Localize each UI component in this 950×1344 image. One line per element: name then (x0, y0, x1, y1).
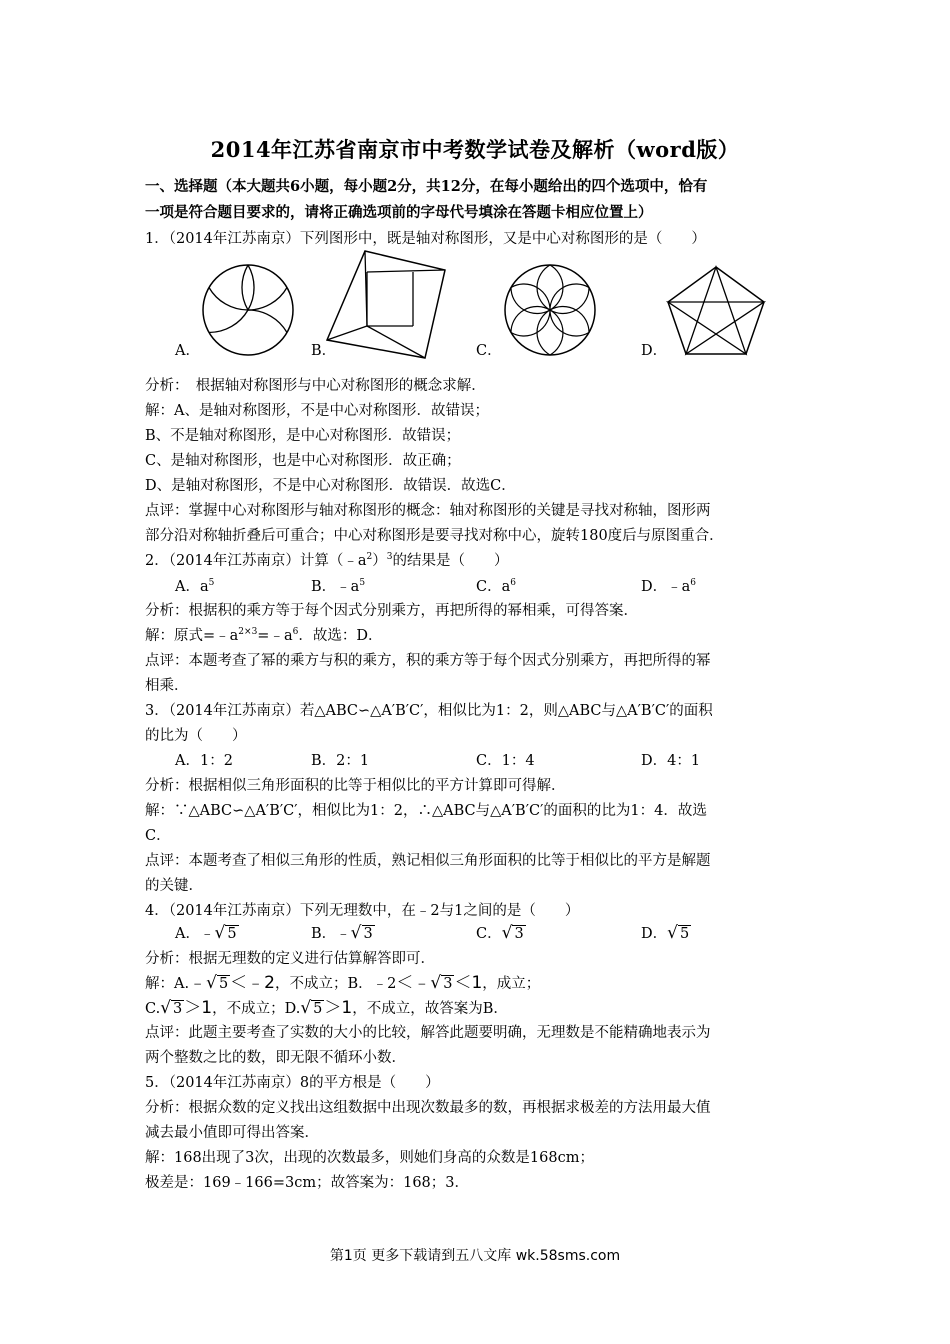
q4-option-a: A．﹣√ 5 (175, 923, 237, 943)
q4-option-b: B．﹣√ 3 (311, 923, 373, 943)
figure-c-six-petal-circle (502, 262, 598, 358)
q3-comment-line1: 点评：本题考查了相似三角形的性质，熟记相似三角形面积的比等于相似比的平方是解题 (145, 853, 711, 869)
q2-option-c: C．$a^6$ (476, 578, 516, 595)
figure-b-tilted-square (325, 248, 447, 360)
q4-solution-line1: 解：A.﹣√ 5 ＜﹣2，不成立；B．﹣2＜﹣√ 3 ＜1，成立； (145, 973, 541, 993)
page-footer: 第1页 更多下载请到五八文库 wk.58sms.com (329, 1248, 621, 1264)
q3-solution-line2: C． (145, 828, 171, 844)
q5-stem: 5．（2014年江苏南京）8的平方根是（ ） (145, 1075, 440, 1091)
q5-solution-line2: 极差是：169﹣166=3cm；故答案为：168；3． (145, 1175, 469, 1191)
q1-option-c: C． (476, 343, 502, 359)
q2-solution: 解：原式$=﹣a^{2\times 3}=﹣a^6$．故选：D． (145, 627, 383, 644)
q2-option-b: B．$﹣a^5$ (311, 578, 366, 595)
q2-comment-line2: 相乘． (145, 678, 189, 694)
q2-stem: 2．（2014年江苏南京）计算$(﹣a^2)^3$的结果是（ ） (145, 552, 509, 569)
q1-comment-line1: 点评：掌握中心对称图形与轴对称图形的概念：轴对称图形的关键是寻找对称轴，图形两 (145, 503, 711, 519)
q2-option-a: A．$a^5$ (175, 578, 215, 595)
q2-analysis: 分析：根据积的乘方等于每个因式分别乘方，再把所得的幂相乘，可得答案． (145, 603, 638, 619)
q1-option-d: D． (641, 343, 668, 359)
q3-option-c: C．1：4 (476, 753, 535, 769)
q5-analysis-line2: 减去最小值即可得出答案． (145, 1125, 319, 1141)
q4-solution-line2: C.√ 3 ＞1，不成立；D.√ 5 ＞1，不成立，故答案为B． (145, 998, 508, 1018)
q1-analysis: 分析： 根据轴对称图形与中心对称图形的概念求解． (145, 378, 486, 394)
q1-solution-c: C、是轴对称图形，也是中心对称图形．故正确； (145, 453, 461, 469)
q4-comment-line2: 两个整数之比的数，即无限不循环小数． (145, 1050, 406, 1066)
q1-comment-line2: 部分沿对称轴折叠后可重合；中心对称图形是要寻找对称中心，旋转180度后与原图重合． (145, 528, 724, 544)
q3-stem-line1: 3．（2014年江苏南京）若△ABC∽△A′B′C′，相似比为1：2，则△ABC与△A′B′C′的面积 (145, 703, 713, 719)
q3-solution-line1: 解：∵△ABC∽△A′B′C′，相似比为1：2，∴△ABC与△A′B′C′的面积的比为1：4．故选 (145, 803, 707, 819)
page-title: 2014年江苏省南京市中考数学试卷及解析（word版） (210, 137, 740, 162)
q1-option-a: A． (175, 343, 200, 359)
q5-solution-line1: 解：168出现了3次，出现的次数最多，则她们身高的众数是168cm； (145, 1150, 594, 1166)
q4-option-d: D．√ 5 (641, 923, 690, 943)
q3-option-d: D．4：1 (641, 753, 701, 769)
section-heading-line2: 一项是符合题目要求的，请将正确选项前的字母代号填涂在答题卡相应位置上） (145, 204, 653, 221)
q5-analysis-line1: 分析：根据众数的定义找出这组数据中出现次数最多的数，再根据求极差的方法用最大值 (145, 1100, 711, 1116)
q2-option-d: D．$﹣a^6$ (641, 578, 697, 595)
q3-comment-line2: 的关键． (145, 878, 203, 894)
q3-option-b: B．2：1 (311, 753, 370, 769)
q4-analysis: 分析：根据无理数的定义进行估算解答即可． (145, 951, 435, 967)
q3-option-a: A．1：2 (175, 753, 233, 769)
figure-d-pentagram-pentagon (664, 264, 768, 358)
section-heading-line1: 一、选择题（本大题共6小题，每小题2分，共12分，在每小题给出的四个选项中，恰有 (145, 178, 708, 195)
q1-stem: 1．（2014年江苏南京）下列图形中，既是轴对称图形，又是中心对称图形的是（ ） (145, 231, 706, 247)
q4-stem: 4．（2014年江苏南京）下列无理数中，在﹣2与1之间的是（ ） (145, 903, 580, 919)
q1-solution-a: 解：A、是轴对称图形，不是中心对称图形．故错误； (145, 403, 489, 419)
q3-analysis: 分析：根据相似三角形面积的比等于相似比的平方计算即可得解． (145, 778, 566, 794)
figure-a-three-arcs-circle (200, 262, 296, 358)
q3-stem-line2: 的比为（ ） (145, 728, 247, 744)
q2-comment-line1: 点评：本题考查了幂的乘方与积的乘方，积的乘方等于每个因式分别乘方，再把所得的幂 (145, 653, 711, 669)
q1-solution-b: B、不是轴对称图形，是中心对称图形．故错误； (145, 428, 461, 444)
q4-comment-line1: 点评：此题主要考查了实数的大小的比较，解答此题要明确，无理数是不能精确地表示为 (145, 1025, 711, 1041)
q1-solution-d: D、是轴对称图形，不是中心对称图形．故错误．故选C． (145, 478, 516, 494)
q4-option-c: C．√ 3 (476, 923, 524, 943)
q1-option-b: B． (311, 343, 337, 359)
